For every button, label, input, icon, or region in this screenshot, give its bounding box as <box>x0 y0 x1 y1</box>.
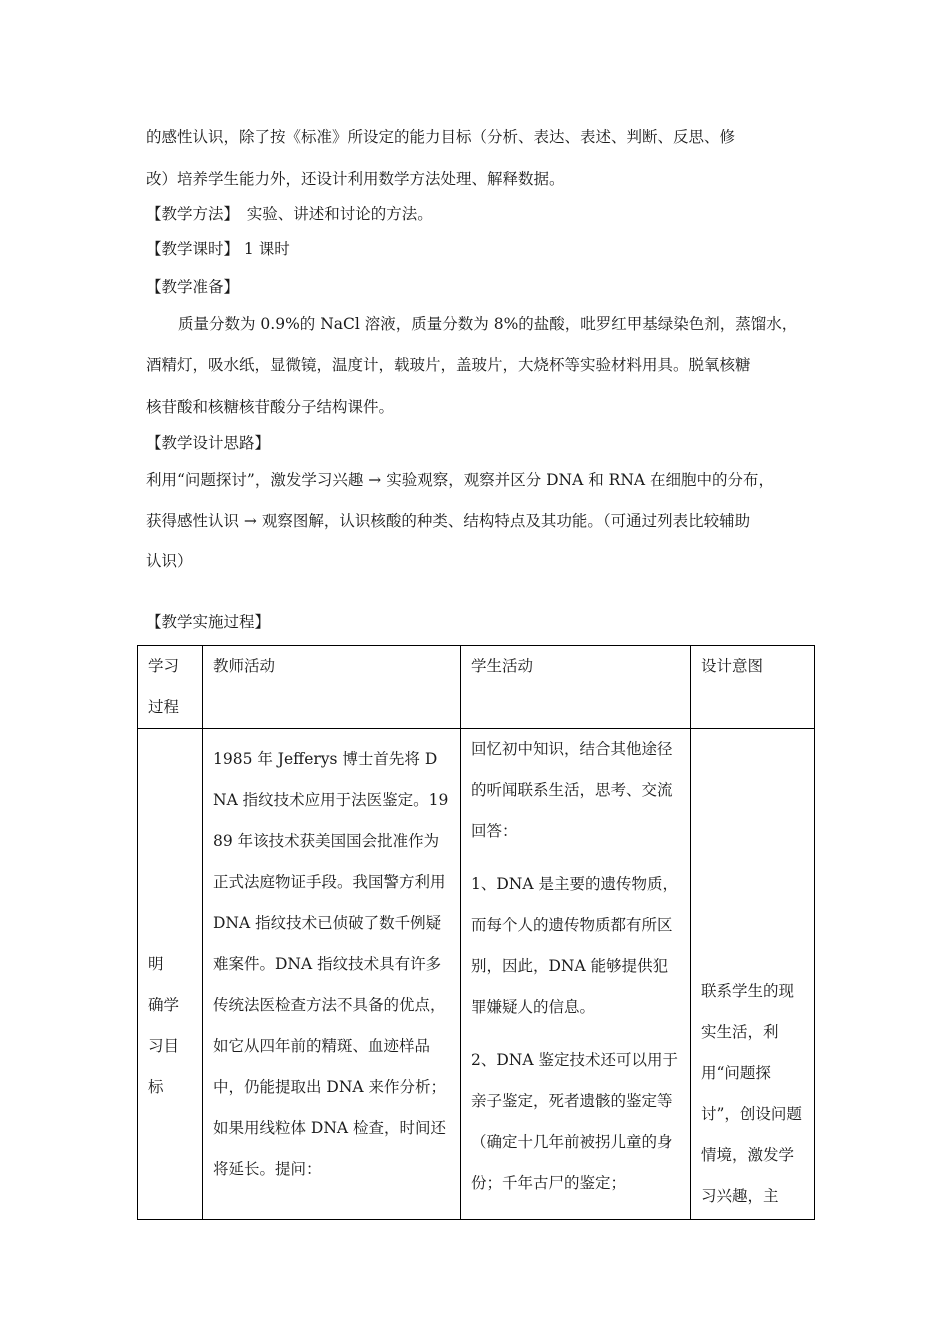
design-heading: 【教学设计思路】 <box>146 434 271 452</box>
intro-line-2: 改）培养学生能力外，还设计利用数学方法处理、解释数据。 <box>146 170 565 188</box>
design-line-1: 利用“问题探讨”，激发学习兴趣 → 实验观察，观察并区分 DNA 和 RNA 在细胞中的分布， <box>146 471 775 489</box>
process-heading: 【教学实施过程】 <box>146 613 271 631</box>
student-point-2: 2、DNA 鉴定技术还可以用于亲子鉴定，死者遗骸的鉴定等（确定十几年前被拐儿童的身份；千年古尸的鉴定； <box>471 1051 678 1192</box>
header-process: 学习过程 <box>138 646 203 729</box>
teacher-cell <box>203 729 461 1220</box>
teaching-method: 【教学方法】 实验、讲述和讨论的方法。 <box>146 205 433 223</box>
teaching-hours: 【教学课时】 1 课时 <box>146 240 290 258</box>
prep-line-3: 核苷酸和核糖核苷酸分子结构课件。 <box>146 398 395 416</box>
phase-label: 明 确学 习目标 <box>148 955 195 1096</box>
table-header-row <box>138 646 815 729</box>
teacher-activity: 1985 年 Jefferys 博士首先将 DNA 指纹技术应用于法医鉴定。1989 年该技术获美国国会批准作为正式法庭物证手段。我国警方利用 DNA 指纹技术已侦破了数千例疑难案件。DNA 指纹技术具有许多传统法医检查方法不具备的优点，如它从四年前的精斑、血迹样品中，仍能提取出 DNA 来作分析；如果用线粒体 DNA 检查，时间还将延长。提问： <box>213 750 449 1178</box>
design-line-3: 认识） <box>146 552 193 570</box>
header-teacher: 教师活动 <box>203 646 461 729</box>
process-table <box>137 645 815 1220</box>
student-point-1: 1、DNA 是主要的遗传物质，而每个人的遗传物质都有所区别，因此，DNA 能够提供犯罪嫌疑人的信息。 <box>471 875 678 1016</box>
design-line-2: 获得感性认识 → 观察图解，认识核酸的种类、结构特点及其功能。（可通过列表比较辅助 <box>146 512 751 530</box>
header-intent: 设计意图 <box>691 646 815 729</box>
student-intro: 回忆初中知识，结合其他途径的听闻联系生活，思考、交流回答： <box>471 740 673 840</box>
intro-line-1: 的感性认识，除了按《标准》所设定的能力目标（分析、表达、表述、判断、反思、修 <box>146 128 736 146</box>
phase-cell <box>138 729 203 1220</box>
prep-heading: 【教学准备】 <box>146 278 240 296</box>
prep-line-1: 质量分数为 0.9%的 NaCl 溶液，质量分数为 8%的盐酸，吡罗红甲基绿染色剂，蒸馏水， <box>178 315 798 333</box>
prep-line-2: 酒精灯，吸水纸，显微镜，温度计，载玻片，盖玻片，大烧杯等实验材料用具。脱氧核糖 <box>146 356 751 374</box>
table-row <box>138 729 815 1220</box>
header-student: 学生活动 <box>461 646 691 729</box>
design-intent: 联系学生的现实生活，利用“问题探讨”，创设问题情境，激发学习兴趣，主 <box>701 982 802 1205</box>
student-cell <box>461 729 691 1220</box>
intent-cell <box>691 729 815 1220</box>
